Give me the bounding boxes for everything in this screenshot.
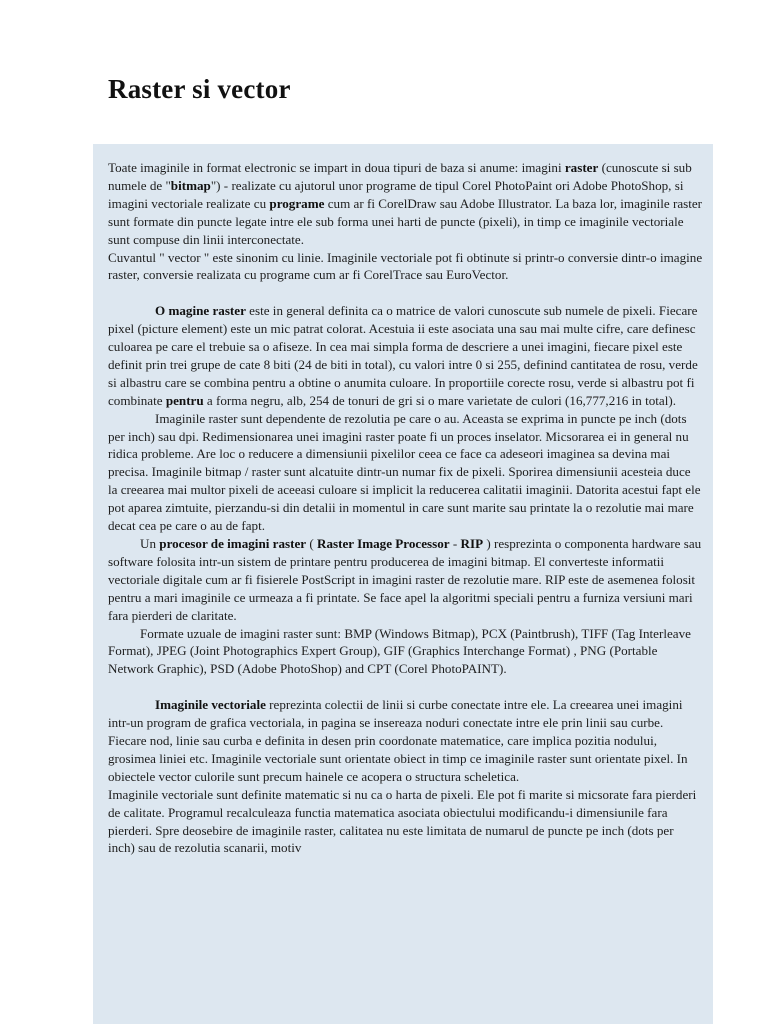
text-segment: reprezinta colectii de linii si curbe conectate intre ele. La creearea unei imagini intr-un program de grafica vectoriala, in pagina se insereaza noduri conectate intre ele prin linii sau curbe. Fiecare nod, linie sau curba e definita in desen prin coordonate matematice, care implica pozitia nodului, grosimea liniei etc. Imaginile vectoriale sunt orientate obiect in timp ce imaginile raster sunt orientate pixel. In obiectele vector culorile sunt precum hainele ce acopera o structura scheletica. [108,697,688,784]
document-body [108,159,703,857]
text-segment: Formate uzuale de imagini raster sunt: BMP (Windows Bitmap), PCX (Paintbrush), TIFF (Tag Interleave Format), JPEG (Joint Photographics Expert Group), GIF (Graphics Interchange Format) , PNG (Portable Network Graphic), PSD (Adobe PhotoShop) and CPT (Corel PhotoPAINT). [108,625,691,677]
paragraph-gap [108,678,703,696]
paragraph-raster-image [108,302,703,409]
text-segment: Cuvantul " vector " este sinonim cu linie. Imaginile vectoriale pot fi obtinute si printr-o conversie dintr-o imagine raster, conversie realizata cu programe cum ar fi CorelTrace sau EuroVector. [108,249,703,283]
text-segment: Toate imaginile in format electronic se impart in doua tipuri de baza si anume: imagini [108,160,565,175]
term-raster-processor: procesor de imagini raster [159,536,307,552]
term-bitmap: bitmap [170,177,211,193]
paragraph-vector-math [108,786,703,858]
text-segment: a forma negru, alb, 254 de tonuri de gri si o mare varietate de culori (16,777,216 in total). [203,392,676,408]
text-segment: (cunoscute si sub numele de " [108,160,692,193]
term-vector-images: Imaginile vectoriale [155,697,266,713]
text-segment: Un [140,536,160,552]
term-programe: programe [269,195,325,211]
term-pentru: pentru [165,392,204,408]
text-segment: Imaginile raster sunt dependente de rezolutia pe care o au. Aceasta se exprima in puncte pe inch (dots per inch) sau dpi. Redimensionarea unei imagini raster poate fi un proces inselator. Micsorarea ei in general nu ridica probleme. Are loc o reducere a dimensiunii pixelilor ceea ce face ca adeseori imaginea sa devina mai precisa. Imaginile bitmap / raster sunt alcatuite dintr-un numar fix de pixeli. Sporirea dimensiunii acesteia duce la creearea mai multor pixeli de aceeasi culoare si implicit la reducerea calitatii imaginii. Datorita acestui fapt ele pot aparea zimtuite, pierzandu-si din detalii in momentul in care sunt marite sau printate la o rezolutie mai mare decat cea pe care o au de fapt. [108,410,701,534]
text-segment: ( [306,536,317,552]
paragraph-resolution [108,410,703,535]
paragraph-vector-word [108,249,703,285]
text-segment: ") - realizate cu ajutorul unor programe de tipul Corel PhotoPaint ori Adobe PhotoShop, si imagini vectoriale realizate cu [108,177,684,211]
text-panel [93,144,713,1024]
text-segment: - [449,536,461,552]
text-segment: cum ar fi CorelDraw sau Adobe Illustrator. La baza lor, imaginile raster sunt formate din puncte legate intre ele sub forma unei harti de puncte (pixeli), in timp ce imaginile vectoriale sunt compuse din linii interconectate. [108,195,703,247]
text-segment: este in general definita ca o matrice de valori cunoscute sub numele de pixeli. Fiecare pixel (picture element) este un mic patrat colorat. Acestuia ii este asociata una sau mai multe cifre, care definesc culoarea pe care el trebuie sa o afiseze. In cea mai simpla forma de descriere a unei imagini, fiecare pixel este definit prin trei grupe de cate 8 biti (24 de biti in total), cu valori intre 0 si 255, definind cantitatea de rosu, verde si albastru care se combina pentru a obtine o anumita culoare. In proportiile corecte rosu, verde si albastru pot fi combinate [108,303,698,408]
text-segment: ) resprezinta o componenta hardware sau software folosita intr-un sistem de printare pentru producerea de imagini bitmap. El converteste informatii vectoriale digitale cum ar fi fisierele PostScript in imagini raster de rezolutie mare. RIP este de asemenea folosit pentru a mari imaginile ce urmeaza a fi printate. Se face apel la algoritmi speciali pentru a furniza versiuni mari fara pierderi de claritate. [108,536,702,623]
term-raster-image-processor: Raster Image Processor [317,536,450,552]
term-raster: raster [564,160,599,175]
paragraph-formats [108,625,703,679]
term-rip: RIP [460,536,484,552]
paragraph-gap [108,284,703,302]
term-raster-image: O magine raster [155,303,246,319]
page-title: Raster si vector [108,74,291,104]
text-segment: Imaginile vectoriale sunt definite matematic si nu ca o harta de pixeli. Ele pot fi marite si micsorate fara pierderi de calitate. Programul recalculeaza functia matematica asociata obiectului modificandu-i dimensiunile fara pierderi. Spre deosebire de imaginile raster, calitatea nu este limitata de numarul de puncte pe inch (dots per inch) sau de rezolutia scanarii, motiv [108,786,697,856]
paragraph-rip [108,535,703,625]
paragraph-intro [108,159,703,249]
paragraph-vector-images [108,696,703,786]
